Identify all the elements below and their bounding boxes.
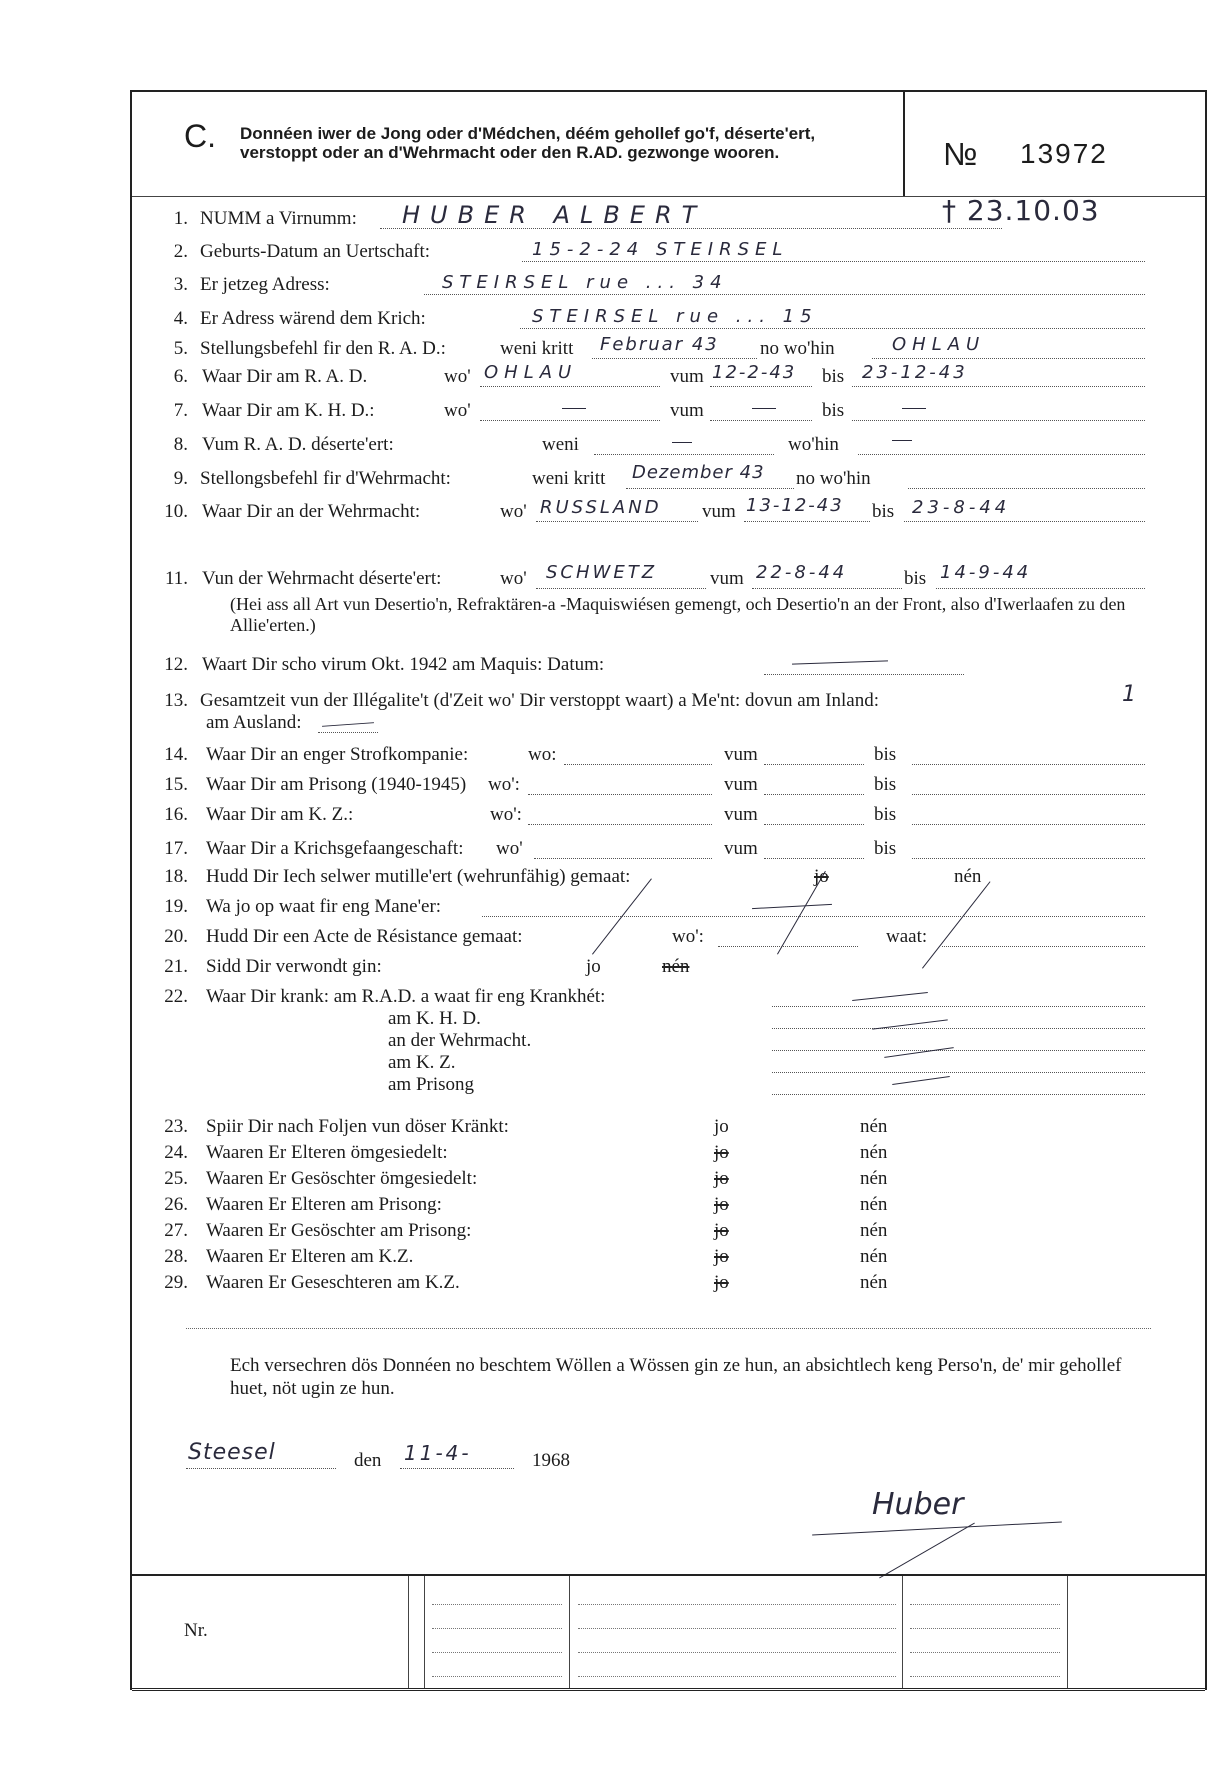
- when-label: weni: [542, 434, 579, 455]
- row-27: [132, 1218, 1205, 1246]
- current-address-value: STEIRSEL rue ... 34: [442, 272, 728, 293]
- cell-line: [910, 1628, 1060, 1629]
- yes-option: jo: [714, 1246, 729, 1267]
- row-number: 12.: [164, 654, 188, 675]
- row-label: NUMM a Virnumm:: [200, 208, 357, 229]
- table-divider: [902, 1576, 903, 1688]
- where-label: wo': [500, 568, 527, 589]
- answer-line: [764, 674, 964, 675]
- separator-line: [186, 1328, 1151, 1329]
- answer-line: [942, 946, 1145, 947]
- from-label: vum: [724, 774, 758, 795]
- blank-dash: [752, 904, 832, 909]
- row-15: [132, 770, 1205, 802]
- row-2: [132, 237, 1205, 269]
- answer-line: [536, 588, 706, 589]
- row-label: Stellungsbefehl fir den R. A. D.:: [200, 338, 446, 359]
- no-option: nén: [662, 956, 690, 977]
- to-label: bis: [904, 568, 927, 589]
- answer-line: [536, 521, 698, 522]
- cell-line: [910, 1652, 1060, 1653]
- row-25: [132, 1166, 1205, 1194]
- answer-line: [764, 858, 864, 859]
- row-label: Sidd Dir verwondt gin:: [206, 956, 382, 977]
- to-label: bis: [874, 744, 897, 765]
- number-box: [903, 92, 1205, 196]
- row-number: 24.: [164, 1142, 188, 1163]
- from-label: vum: [670, 366, 704, 387]
- yes-option: jo: [714, 1116, 729, 1137]
- row-label: Er Adress wärend dem Krich:: [200, 308, 426, 329]
- form-number: 13972: [1020, 138, 1108, 169]
- blank-dash: [322, 722, 374, 727]
- inland-value: 1: [1122, 682, 1142, 707]
- number-sign: №: [943, 136, 978, 172]
- to-label: bis: [874, 804, 897, 825]
- row-number: 21.: [164, 956, 188, 977]
- row-label: Gesamtzeit vun der Illégalite't (d'Zeit wo' Dir verstoppt waart) a Me'nt: dovun am Inland:: [200, 690, 880, 711]
- row-7: [132, 396, 1205, 428]
- declaration-text: Ech versechren dös Donnéen no beschtem Wöllen a Wössen gin ze hun, an absichtlech keng Perso'n, de' mir gehollef huet, nöt ugin ze hun.: [230, 1355, 1122, 1399]
- sub-khd: am K. H. D.: [388, 1008, 481, 1029]
- row-label: Stellongsbefehl fir d'Wehrmacht:: [200, 468, 451, 489]
- place-value: Steesel: [188, 1440, 276, 1465]
- answer-line: [744, 521, 870, 522]
- no-option: nén: [860, 1246, 888, 1267]
- from-label: vum: [724, 804, 758, 825]
- answer-line: [424, 294, 1145, 295]
- death-date: † 23.10.03: [942, 194, 1100, 227]
- answer-line: [852, 386, 1145, 387]
- from-label: vum: [702, 501, 736, 522]
- row-label: Waart Dir scho virum Okt. 1942 am Maquis: Datum:: [202, 654, 605, 675]
- signature-stroke: [812, 1521, 1062, 1535]
- answer-line: [912, 794, 1145, 795]
- answer-line: [912, 824, 1145, 825]
- row-number: 19.: [164, 896, 188, 917]
- when-value: Februar 43: [600, 334, 719, 355]
- row-26: [132, 1192, 1205, 1220]
- row-label: Waar Dir am K. H. D.:: [202, 400, 375, 421]
- cell-line: [910, 1604, 1060, 1605]
- answer-line: [872, 358, 1145, 359]
- date-value: 11-4-: [404, 1441, 472, 1465]
- cell-line: [578, 1604, 896, 1605]
- row-label: Er jetzeg Adress:: [200, 274, 330, 295]
- answer-line: [626, 488, 794, 489]
- form-header: [132, 92, 1205, 197]
- row-23: [132, 1114, 1205, 1142]
- table-divider: [424, 1576, 425, 1688]
- answer-line: [480, 386, 660, 387]
- blank-dash: [852, 992, 928, 1001]
- cell-line: [432, 1604, 562, 1605]
- table-divider: [408, 1576, 409, 1688]
- answer-line: [534, 858, 712, 859]
- row-number: 2.: [173, 241, 188, 262]
- row-number: 13.: [164, 690, 188, 711]
- answer-line: [764, 824, 864, 825]
- year-label: 1968: [532, 1450, 570, 1471]
- row-number: 11.: [164, 568, 188, 589]
- row-number: 1.: [173, 208, 188, 229]
- row-number: 3.: [173, 274, 188, 295]
- row-number: 9.: [173, 468, 188, 489]
- row-8: [132, 430, 1205, 462]
- answer-line: [710, 386, 812, 387]
- when-label: weni kritt: [500, 338, 574, 359]
- from-value: 13-12-43: [746, 495, 844, 516]
- questionnaire-form: [130, 90, 1207, 1690]
- signature-text: Huber: [872, 1487, 964, 1522]
- row-label: Waaren Er Geseschteren am K.Z.: [206, 1272, 460, 1293]
- row-number: 20.: [164, 926, 188, 947]
- where-label: wo': [500, 501, 527, 522]
- answer-line: [718, 946, 858, 947]
- no-option: nén: [860, 1220, 888, 1241]
- row-label: Spiir Dir nach Foljen vun döser Kränkt:: [206, 1116, 509, 1137]
- row-label: Hudd Dir een Acte de Résistance gemaat:: [206, 926, 523, 947]
- table-divider: [1067, 1576, 1068, 1688]
- name-value: HUBER ALBERT: [402, 201, 707, 229]
- place-date-line: [132, 1440, 1205, 1486]
- blank-dash: [562, 408, 586, 409]
- answer-line: [904, 521, 1145, 522]
- row-label: Waaren Er Elteren am K.Z.: [206, 1246, 414, 1267]
- cell-line: [432, 1676, 562, 1677]
- date-line: [400, 1468, 514, 1469]
- where-label: no wo'hin: [760, 338, 835, 359]
- row-number: 29.: [164, 1272, 188, 1293]
- to-label: bis: [872, 501, 895, 522]
- to-label: bis: [822, 400, 845, 421]
- row-number: 15.: [164, 774, 188, 795]
- to-label: bis: [874, 774, 897, 795]
- row-28: [132, 1244, 1205, 1272]
- row-number: 17.: [164, 838, 188, 859]
- cell-line: [432, 1652, 562, 1653]
- no-option: nén: [860, 1194, 888, 1215]
- where-value: RUSSLAND: [540, 497, 662, 518]
- row-label: Waar Dir a Krichsgefaangeschaft:: [206, 838, 464, 859]
- from-value: 22-8-44: [756, 562, 848, 583]
- row-29: [132, 1270, 1205, 1298]
- yes-option: jo: [714, 1168, 729, 1189]
- row-number: 23.: [164, 1116, 188, 1137]
- where-label: wo': [444, 400, 471, 421]
- answer-line: [318, 732, 378, 733]
- to-label: bis: [874, 838, 897, 859]
- row-number: 28.: [164, 1246, 188, 1267]
- answer-line: [912, 764, 1145, 765]
- row-label: Waaren Er Elteren am Prisong:: [206, 1194, 442, 1215]
- row-number: 6.: [173, 366, 188, 387]
- row-number: 26.: [164, 1194, 188, 1215]
- row-12: [132, 650, 1205, 682]
- row-label: Waar Dir am K. Z.:: [206, 804, 354, 825]
- row-18: [132, 862, 1205, 894]
- answer-line: [772, 1006, 1145, 1007]
- row-16: [132, 800, 1205, 832]
- bottom-table: [132, 1574, 1205, 1691]
- row-number: 10.: [164, 501, 188, 522]
- no-option: nén: [860, 1168, 888, 1189]
- where-label: no wo'hin: [796, 468, 871, 489]
- den-label: den: [354, 1450, 382, 1471]
- row-label: Waaren Er Gesöschter am Prisong:: [206, 1220, 472, 1241]
- row-number: 8.: [173, 434, 188, 455]
- answer-line: [592, 358, 757, 359]
- cell-line: [578, 1652, 896, 1653]
- answer-line: [908, 488, 1145, 489]
- row-label: Waaren Er Elteren ömgesiedelt:: [206, 1142, 448, 1163]
- row-number: 14.: [164, 744, 188, 765]
- row-label: Waaren Er Gesöschter ömgesiedelt:: [206, 1168, 478, 1189]
- row-3: [132, 270, 1205, 302]
- blank-dash: [902, 408, 926, 409]
- when-label: weni kritt: [532, 468, 606, 489]
- where-label: wo':: [490, 804, 522, 825]
- cell-line: [578, 1676, 896, 1677]
- blank-dash: [892, 1076, 950, 1085]
- desertion-note: (Hei ass all Art vun Desertio'n, Refraktären-a -Maquiswiésen gemengt, och Desertio'n an der Front, also d'Iwerlaafen zu den Allie'erten.): [230, 594, 1126, 635]
- where-value: SCHWETZ: [546, 562, 658, 583]
- yes-option: jo: [714, 1220, 729, 1241]
- where-label: wo': [444, 366, 471, 387]
- what-label: waat:: [886, 926, 928, 947]
- blank-dash: [752, 408, 776, 409]
- blank-dash: [884, 1047, 953, 1058]
- row-label: Waar Dir am R. A. D.: [202, 366, 368, 387]
- from-value: 12-2-43: [712, 362, 797, 383]
- row-number: 4.: [173, 308, 188, 329]
- row-1: [132, 194, 1205, 236]
- yes-option: jo: [586, 956, 601, 977]
- row-label: Waar Dir an enger Strofkompanie:: [206, 744, 469, 765]
- answer-line: [764, 794, 864, 795]
- sub-wehrmacht: an der Wehrmacht.: [388, 1030, 532, 1051]
- answer-line: [852, 420, 1145, 421]
- row-label: Vum R. A. D. déserte'ert:: [202, 434, 394, 455]
- row-14: [132, 740, 1205, 772]
- from-label: vum: [710, 568, 744, 589]
- sub-kz: am K. Z.: [388, 1052, 456, 1073]
- blank-dash: [792, 660, 888, 664]
- yes-option: jo: [714, 1272, 729, 1293]
- answer-line: [764, 764, 864, 765]
- answer-line: [528, 824, 712, 825]
- answer-line: [482, 916, 1145, 917]
- abroad-label: am Ausland:: [206, 712, 302, 733]
- row-number: 22.: [164, 986, 188, 1007]
- blank-dash: [672, 442, 692, 443]
- row-label: Waar Dir an der Wehrmacht:: [202, 501, 421, 522]
- from-label: vum: [724, 744, 758, 765]
- answer-line: [912, 858, 1145, 859]
- table-divider: [569, 1576, 570, 1688]
- where-value: OHLAU: [892, 334, 986, 355]
- row-label: Geburts-Datum an Uertschaft:: [200, 241, 431, 262]
- row-number: 5.: [173, 338, 188, 359]
- row-number: 25.: [164, 1168, 188, 1189]
- where-label: wo': [496, 838, 523, 859]
- answer-line: [594, 454, 774, 455]
- row-label: Hudd Dir Iech selwer mutille'ert (wehrunfähig) gemaat:: [206, 866, 631, 887]
- where-label: wo:: [528, 744, 557, 765]
- when-value: Dezember 43: [632, 462, 765, 483]
- where-value: OHLAU: [484, 362, 578, 383]
- cell-line: [578, 1628, 896, 1629]
- answer-line: [520, 328, 1145, 329]
- where-label: wo':: [672, 926, 704, 947]
- yes-option: jo: [814, 866, 829, 887]
- answer-line: [528, 794, 712, 795]
- to-value: 23-8-44: [912, 497, 1011, 518]
- answer-line: [936, 588, 1145, 589]
- row-4: [132, 304, 1205, 336]
- to-value: 23-12-43: [862, 362, 968, 383]
- row-number: 18.: [164, 866, 188, 887]
- row-24: [132, 1140, 1205, 1168]
- row-21: [132, 952, 1205, 984]
- war-address-value: STEIRSEL rue ... 15: [532, 306, 818, 327]
- answer-line: [858, 454, 1145, 455]
- signature: [812, 1487, 1112, 1564]
- row-number: 7.: [173, 400, 188, 421]
- row-10: [132, 497, 1205, 529]
- answer-line: [772, 1028, 1145, 1029]
- row-label: Wa jo op waat fir eng Mane'er:: [206, 896, 442, 917]
- cell-line: [910, 1676, 1060, 1677]
- row-9: [132, 464, 1205, 496]
- cell-line: [432, 1628, 562, 1629]
- row-22: [132, 982, 1205, 1112]
- row-number: 27.: [164, 1220, 188, 1241]
- nr-label: Nr.: [184, 1620, 208, 1641]
- form-title: Donnéen iwer de Jong oder d'Médchen, déém gehollef go'f, déserte'ert, verstoppt oder an d'Wehrmacht oder den R.AD. gezwonge wooren.: [240, 124, 816, 162]
- no-option: nén: [954, 866, 982, 887]
- no-option: nén: [860, 1272, 888, 1293]
- to-label: bis: [822, 366, 845, 387]
- row-19: [132, 892, 1205, 924]
- yes-option: jo: [714, 1194, 729, 1215]
- answer-line: [772, 1094, 1145, 1095]
- answer-line: [772, 1072, 1145, 1073]
- from-label: vum: [670, 400, 704, 421]
- answer-line: [772, 1050, 1145, 1051]
- where-label: wo':: [488, 774, 520, 795]
- birth-value: 15-2-24 STEIRSEL: [532, 239, 789, 260]
- no-option: nén: [860, 1116, 888, 1137]
- row-label: Waar Dir krank: am R.A.D. a waat fir eng Krankhét:: [206, 986, 606, 1007]
- where-label: wo'hin: [788, 434, 839, 455]
- row-label: Vun der Wehrmacht déserte'ert:: [202, 568, 442, 589]
- row-6: [132, 362, 1205, 394]
- answer-line: [522, 261, 1145, 262]
- answer-line: [710, 420, 812, 421]
- section-letter: C.: [184, 118, 216, 154]
- sub-prisong: am Prisong: [388, 1074, 475, 1095]
- row-20: [132, 922, 1205, 954]
- to-value: 14-9-44: [940, 562, 1032, 583]
- answer-line: [480, 420, 660, 421]
- no-option: nén: [860, 1142, 888, 1163]
- place-line: [186, 1468, 336, 1469]
- answer-line: [752, 588, 902, 589]
- from-label: vum: [724, 838, 758, 859]
- blank-dash: [892, 440, 912, 441]
- answer-line: [564, 764, 712, 765]
- row-label: Waar Dir am Prisong (1940-1945): [206, 774, 467, 795]
- row-number: 16.: [164, 804, 188, 825]
- yes-option: jo: [714, 1142, 729, 1163]
